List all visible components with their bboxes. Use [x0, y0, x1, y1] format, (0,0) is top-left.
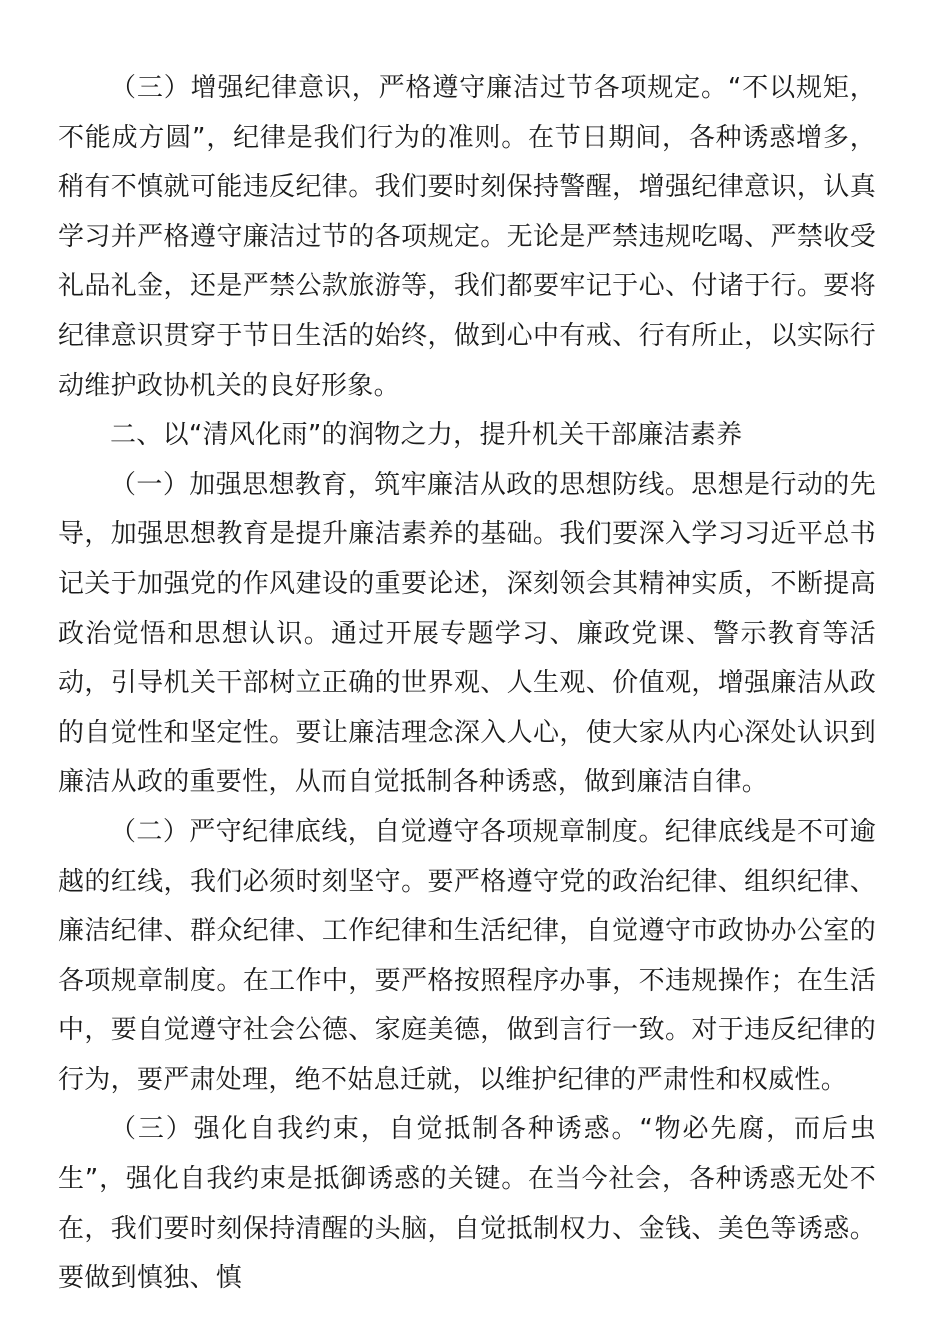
document-page	[58, 64, 876, 1304]
paragraph-discipline-bottom-line: （二）严守纪律底线，自觉遵守各项规章制度。纪律底线是不可逾越的红线，我们必须时刻坚守。要严格遵守党的政治纪律、组织纪律、廉洁纪律、群众纪律、工作纪律和生活纪律，自觉遵守市政协办公室的各项规章制度。在工作中，要严格按照程序办事，不违规操作；在生活中，要自觉遵守社会公德、家庭美德，做到言行一致。对于违反纪律的行为，要严肃处理，绝不姑息迁就，以维护纪律的严肃性和权威性。	[58, 816, 876, 1095]
paragraph-ideological-education: （一）加强思想教育，筑牢廉洁从政的思想防线。思想是行动的先导，加强思想教育是提升廉洁素养的基础。我们要深入学习习近平总书记关于加强党的作风建设的重要论述，深刻领会其精神实质，不断提高政治觉悟和思想认识。通过开展专题学习、廉政党课、警示教育等活动，引导机关干部树立正确的世界观、人生观、价值观，增强廉洁从政的自觉性和坚定性。要让廉洁理念深入人心，使大家从内心深处认识到廉洁从政的重要性，从而自觉抵制各种诱惑，做到廉洁自律。	[58, 469, 876, 798]
paragraph-discipline-awareness: （三）增强纪律意识，严格遵守廉洁过节各项规定。“不以规矩，不能成方圆”，纪律是我们行为的准则。在节日期间，各种诱惑增多，稍有不慎就可能违反纪律。我们要时刻保持警醒，增强纪律意识，认真学习并严格遵守廉洁过节的各项规定。无论是严禁违规吃喝、严禁收受礼品礼金，还是严禁公款旅游等，我们都要牢记于心、付诸于行。要将纪律意识贯穿于节日生活的始终，做到心中有戒、行有所止，以实际行动维护政协机关的良好形象。	[58, 73, 876, 401]
section-heading-2: 二、以“清风化雨”的润物之力，提升机关干部廉洁素养	[110, 420, 743, 451]
paragraph-self-restraint: （三）强化自我约束，自觉抵制各种诱惑。“物必先腐，而后虫生”，强化自我约束是抵御诱惑的关键。在当今社会，各种诱惑无处不在，我们要时刻保持清醒的头脑，自觉抵制权力、金钱、美色等诱惑。要做到慎独、慎	[58, 1114, 876, 1294]
